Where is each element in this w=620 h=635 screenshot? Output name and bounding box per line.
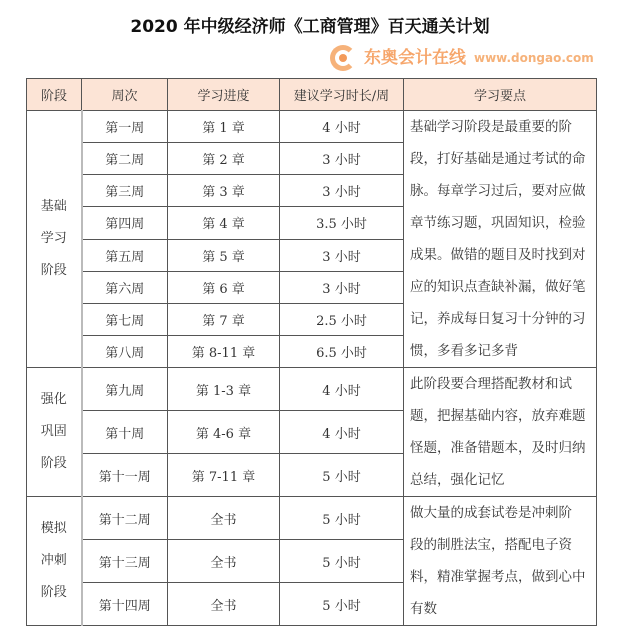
week-cell: 第九周 bbox=[82, 368, 168, 411]
header-row bbox=[27, 79, 597, 111]
notes-line: 料，精准掌握考点，做到心中 bbox=[410, 569, 586, 585]
notes-line: 成果。做错的题目及时找到对 bbox=[410, 247, 586, 263]
watermark bbox=[330, 44, 595, 72]
notes-line: 怪题，准备错题本，及时归纳 bbox=[410, 440, 586, 456]
table-row bbox=[27, 368, 597, 411]
week-cell: 第十周 bbox=[82, 411, 168, 454]
progress-cell: 全书 bbox=[168, 540, 280, 583]
progress-cell: 第 1-3 章 bbox=[168, 368, 280, 411]
hours-cell: 5 小时 bbox=[280, 454, 404, 497]
notes-line: 脉。每章学习过后，要对应做 bbox=[410, 183, 586, 199]
progress-cell: 全书 bbox=[168, 497, 280, 540]
progress-cell: 第 5 章 bbox=[168, 239, 280, 271]
progress-cell: 第 2 章 bbox=[168, 143, 280, 175]
progress-cell: 第 4-6 章 bbox=[168, 411, 280, 454]
week-cell: 第六周 bbox=[82, 271, 168, 303]
hours-cell: 6.5 小时 bbox=[280, 335, 404, 367]
notes-cell bbox=[404, 111, 597, 368]
header-progress: 学习进度 bbox=[168, 79, 280, 111]
hours-cell: 3 小时 bbox=[280, 271, 404, 303]
hours-cell: 4 小时 bbox=[280, 368, 404, 411]
notes-cell bbox=[404, 497, 597, 626]
week-cell: 第十三周 bbox=[82, 540, 168, 583]
watermark-url: www.dongao.com bbox=[474, 51, 594, 65]
study-plan-table bbox=[26, 78, 597, 626]
week-cell: 第二周 bbox=[82, 143, 168, 175]
week-cell: 第十四周 bbox=[82, 583, 168, 626]
watermark-logo-dot bbox=[339, 54, 347, 62]
notes-line: 题，把握基础内容，放弃难题 bbox=[410, 408, 586, 424]
watermark-logo-icon bbox=[330, 45, 356, 71]
notes-line: 段，打好基础是通过考试的命 bbox=[410, 151, 586, 167]
progress-cell: 第 8-11 章 bbox=[168, 335, 280, 367]
notes-line: 总结，强化记忆 bbox=[410, 472, 505, 488]
week-cell: 第十一周 bbox=[82, 454, 168, 497]
stage-cell bbox=[27, 497, 82, 626]
stage-name-line: 巩固 bbox=[40, 424, 67, 439]
hours-cell: 4 小时 bbox=[280, 411, 404, 454]
progress-cell: 第 3 章 bbox=[168, 175, 280, 207]
hours-cell: 5 小时 bbox=[280, 497, 404, 540]
hours-cell: 2.5 小时 bbox=[280, 303, 404, 335]
progress-cell: 第 4 章 bbox=[168, 207, 280, 239]
week-cell: 第一周 bbox=[82, 111, 168, 143]
hours-cell: 4 小时 bbox=[280, 111, 404, 143]
header-stage: 阶段 bbox=[27, 79, 82, 111]
stage-name-line: 基础 bbox=[40, 199, 67, 214]
notes-line: 章节练习题，巩固知识，检验 bbox=[410, 215, 586, 231]
progress-cell: 第 1 章 bbox=[168, 111, 280, 143]
hours-cell: 3 小时 bbox=[280, 175, 404, 207]
progress-cell: 第 6 章 bbox=[168, 271, 280, 303]
progress-cell: 第 7 章 bbox=[168, 303, 280, 335]
hours-cell: 3.5 小时 bbox=[280, 207, 404, 239]
notes-line: 此阶段要合理搭配教材和试 bbox=[410, 376, 572, 392]
notes-line: 基础学习阶段是最重要的阶 bbox=[410, 119, 572, 135]
week-cell: 第五周 bbox=[82, 239, 168, 271]
stage-name-line: 阶段 bbox=[40, 585, 67, 600]
watermark-name: 东奥会计在线 bbox=[364, 48, 466, 68]
page-title: 2020 年中级经济师《工商管理》百天通关计划 bbox=[130, 17, 490, 37]
notes-line: 应的知识点查缺补漏，做好笔 bbox=[410, 279, 586, 295]
stage-name-line: 学习 bbox=[40, 231, 67, 246]
hours-cell: 5 小时 bbox=[280, 540, 404, 583]
week-cell: 第八周 bbox=[82, 335, 168, 367]
notes-line: 记，养成每日复习十分钟的习 bbox=[410, 311, 586, 327]
stage-cell bbox=[27, 368, 82, 497]
header-notes: 学习要点 bbox=[404, 79, 597, 111]
stage-name-line: 强化 bbox=[40, 392, 67, 407]
notes-line: 段的制胜法宝，搭配电子资 bbox=[410, 537, 572, 553]
week-cell: 第四周 bbox=[82, 207, 168, 239]
notes-line: 做大量的成套试卷是冲刺阶 bbox=[410, 505, 572, 521]
notes-line: 惯，多看多记多背 bbox=[410, 343, 518, 359]
week-cell: 第三周 bbox=[82, 175, 168, 207]
week-cell: 第七周 bbox=[82, 303, 168, 335]
week-cell: 第十二周 bbox=[82, 497, 168, 540]
stage-name-line: 阶段 bbox=[40, 263, 67, 278]
hours-cell: 5 小时 bbox=[280, 583, 404, 626]
stage-cell bbox=[27, 111, 82, 368]
progress-cell: 全书 bbox=[168, 583, 280, 626]
stage-name-line: 模拟 bbox=[40, 521, 67, 536]
stage-name-line: 阶段 bbox=[40, 456, 67, 471]
notes-cell bbox=[404, 368, 597, 497]
header-hours: 建议学习时长/周 bbox=[280, 79, 404, 111]
hours-cell: 3 小时 bbox=[280, 143, 404, 175]
header-week: 周次 bbox=[82, 79, 168, 111]
notes-line: 有数 bbox=[410, 601, 437, 617]
stage-name-line: 冲刺 bbox=[40, 553, 67, 568]
progress-cell: 第 7-11 章 bbox=[168, 454, 280, 497]
table-row bbox=[27, 111, 597, 143]
hours-cell: 3 小时 bbox=[280, 239, 404, 271]
table-row bbox=[27, 497, 597, 540]
